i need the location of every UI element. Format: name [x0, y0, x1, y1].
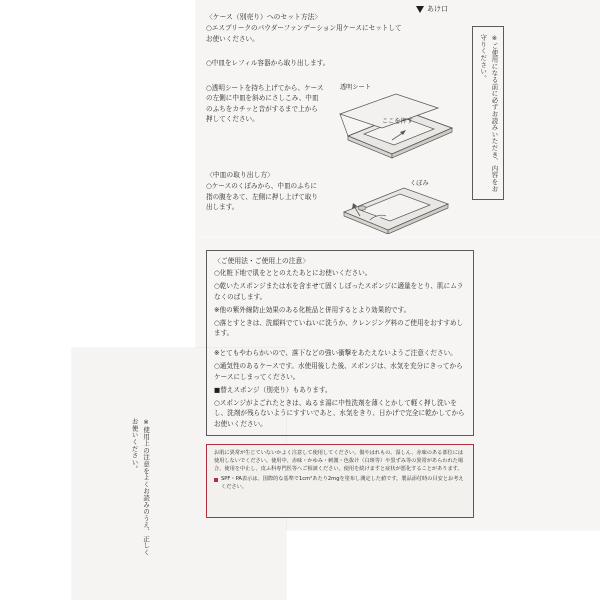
usage-item-0: ○化粧下地で肌をととのえたあとにお使いください。: [214, 269, 372, 278]
open-label: [416, 4, 448, 14]
red-square-icon: [214, 478, 218, 482]
label-transparent-sheet: 透明シート: [340, 84, 371, 91]
vertical-note-right-text: ※ご使用になる前に必ずお読みいただき、内容をお守りください。: [479, 34, 499, 192]
vertical-note-left: [128, 418, 154, 558]
take-out-heading: 〈中皿の取り出し方〉: [206, 171, 274, 179]
illustration-set-compact: [330, 84, 460, 160]
set-method-item-1: ○中皿をレフィル容器から取り出します。: [206, 59, 330, 68]
caution-credline: [214, 476, 466, 492]
set-method-item-2: ○透明シートを持ち上げてから、ケースの左側に中皿を斜めにさしこみ、中皿のふちをカチッと音がするまで上から押してください。: [206, 83, 324, 124]
vertical-note-right: [472, 26, 504, 200]
vertical-note-left-text: ※使用上の注意をよくお読みのうえ、正しくお使いください。: [130, 418, 151, 556]
caution-section: [206, 444, 474, 518]
open-label-text: あけ口: [427, 5, 448, 13]
usage-item-3: ○落とすときは、洗顔料でていねいに洗うか、クレンジング料のご使用をおすすめします。: [214, 318, 464, 338]
caution-text: お肌に異常が生じていないかよく注意して使用してください。傷やはれもの、湿しん、赤味のある部位には使用しないでください。使用中、赤味・かゆみ・刺激・色抜け（白斑等）や黒ずみ等の異常があらわれた場合、使用を中止し、皮ふ科専門医等へご相談ください。使用を続けますと症状が悪化することがあります。: [214, 450, 464, 472]
caution-credline-text: SPF・PA表示は、国際的な基準で1cm²あたり2mgを塗布し測定した値です。製品添付時の目安とお考えください。: [221, 476, 464, 491]
usage-section: [206, 250, 474, 436]
usage-item-5: ○通気性のあるケースです。水使用後した後、スポンジは、水気を充分にきってからケースにしまってください。: [214, 362, 463, 381]
usage-item-4: ※とてもやわらかいので、落下などの強い衝撃をあたえないようご注意ください。: [214, 348, 457, 357]
usage-item-2: ※他の紫外線防止効果のある化粧品と併用するとより効果的です。: [214, 305, 411, 314]
label-dent: くぼみ: [410, 180, 429, 187]
set-method-heading: 〈ケース（別売り）へのセット方法〉: [206, 13, 322, 21]
usage-item-1: ○乾いたスポンジまたは水を含ませて固くしぼったスポンジに適量をとり、肌にムラなくのばします。: [214, 282, 464, 301]
illustration-take-out: [326, 172, 460, 234]
usage-item-6: ■替えスポンジ（別売り）もあります。: [214, 385, 332, 394]
usage-heading: 〈ご使用法・ご使用上の注意〉: [214, 257, 310, 265]
usage-item-7: ○スポンジがよごれたときは、ぬるま湯に中性洗剤を薄くとかして軽く押し洗いをし、洗剤が残らないようにすすいであと、水気をきり、日かげで完全に乾かしてからお使いください。: [214, 398, 465, 428]
take-out-item-0: ○ケースのくぼみから、中皿のふちに指の腹をあて、左側に押し上げて取り出します。: [206, 182, 318, 212]
set-method-item-0: ○エスプリークのパウダーファンデーション用ケースにセットしてお使いください。: [206, 24, 402, 43]
label-press-here: ここを押す: [382, 118, 413, 125]
triangle-down-icon: [416, 6, 424, 13]
